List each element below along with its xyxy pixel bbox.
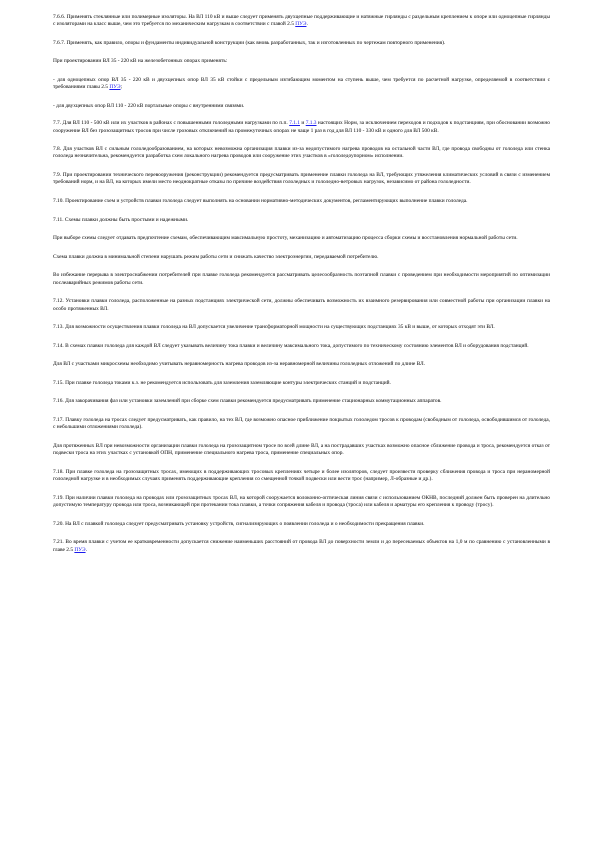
- paragraph-14: [53, 298, 550, 313]
- paragraph-text: и: [299, 120, 306, 127]
- paragraph-text: 7.9. При проектировании технического перевооружения (реконструкции) рекомендуется предусматривать применение плавки гололеда на ВЛ, требующих утяжеления климатических условий в связи с изменением требований норм, и на ВЛ, на которых имели место неоднократные отказы по причине воздействия гололедных и гололедно-ветровых нагрузок, независимо от района гололедности.: [53, 172, 550, 186]
- paragraph-25: [53, 539, 550, 554]
- paragraph-text: Схема плавки должна в минимальной степени нарушать режим работы сети и снижать качество электроэнергии, передаваемой потребителю.: [53, 253, 379, 260]
- paragraph-text: Для ВЛ с участками микросхемы необходимо учитывать неравномерность нагрева проводов из-за неравномерной величины гололедных отложений по длине ВЛ.: [53, 361, 425, 368]
- paragraph-text: 7.12. Установки плавки гололеда, расположенные на разных подстанциях электрической сети, должны обеспечивать возможность их взаимного резервирования или совместной работы при организации плавки на особо протяженных ВЛ.: [53, 298, 550, 312]
- document-link[interactable]: ПУЭ: [74, 546, 86, 553]
- paragraph-24: [53, 521, 550, 528]
- paragraph-10: [53, 217, 550, 224]
- paragraph-text: 7.17. Плавку гололеда на тросах следует предусматривать, как правило, на тех ВЛ, где возможно опасное приближение покрытых гололедом тросов к проводам (свободным от гололеда, освободившимся от гололеда, с небольшими отложениями гололеда).: [53, 417, 550, 431]
- document-link[interactable]: 7.1.1: [289, 120, 300, 127]
- paragraph-17: [53, 361, 550, 368]
- paragraph-text: При выборе схемы следует отдавать предпочтение схемам, обеспечивающим максимальную простоту, механизацию и автоматизацию процесса сборки схемы и восстановления нормальной работы сети.: [53, 235, 518, 242]
- paragraph-2: [53, 40, 550, 47]
- paragraph-text: .: [85, 546, 87, 553]
- paragraph-22: [53, 469, 550, 484]
- paragraph-6: [53, 120, 550, 135]
- paragraph-text: 7.6.7. Применять, как правило, опоры и фундаменты индивидуальной конструкции (как вновь разработанных, так и изготовленных по чертежам повторного применения).: [53, 39, 446, 46]
- paragraph-text: .: [306, 21, 308, 28]
- paragraph-1: [53, 14, 550, 29]
- paragraph-text: 7.19. При наличии плавки гололеда на проводах или грозозащитных тросах ВЛ, на которой сооружается волоконно-оптическая линия связи с использованием ОКНВ, последний должен быть проверен на длительно допустимую температуру провода или троса, возникающей при протекании тока плавки, а точки сопряжения кабеля и провода (троса) или кабеля и арматуры его крепления к проводу (тросу).: [53, 494, 550, 509]
- paragraph-text: 7.6.6. Применять стеклянные или полимерные изоляторы. На ВЛ 110 кВ и выше следует применять двухцепные поддерживающие и натяжные гирлянды с раздельным креплением к опоре или одноцепные гирлянды с изоляторами на класс выше, чем это требуется по механическим нагрузкам в соответствии с главой 2.5: [53, 14, 550, 28]
- paragraph-15: [53, 324, 550, 331]
- paragraph-11: [53, 235, 550, 242]
- paragraph-text: - для одноцепных опор ВЛ 35 - 220 кВ и двухцепных опор ВЛ 35 кВ стойки с предельным изгибающим моментом на ступень выше, чем требуется по расчетной нагрузке, определяемой в соответствии с требованиями главы 2.5: [53, 77, 550, 91]
- paragraph-text: - для двухцепных опор ВЛ 110 - 220 кВ портальные опоры с внутренними связями.: [53, 102, 245, 109]
- paragraph-text: 7.13. Для возможности осуществления плавки гололеда на ВЛ допускается увеличение трансформаторной мощности на существующих подстанциях 35 кВ и выше, от которых отходят эти ВЛ.: [53, 324, 495, 331]
- paragraph-5: [53, 103, 550, 110]
- paragraph-text: Для протяженных ВЛ при невозможности организации плавки гололеда на грозозащитном тросе по всей длине ВЛ, а на пострадавших участках возможно опасное сближение провода и троса, рекомендуется отказ от подвески троса на этих участках с установкой ОПН, применение специального нагрева троса, применение специальных опор.: [53, 442, 550, 457]
- paragraph-3: [53, 58, 550, 65]
- paragraph-7: [53, 146, 550, 161]
- document-link[interactable]: ПУЭ: [109, 84, 121, 91]
- paragraph-text: 7.21. Во время плавки с учетом ее кратковременности допускается снижение наименьших расстояний от провода ВЛ до поверхности земли и до пересекаемых объектов на 1,0 м по сравнению с установленными в главе 2.5: [53, 539, 550, 553]
- paragraph-text: 7.11. Схемы плавки должны быть простыми и надежными.: [53, 216, 189, 223]
- paragraph-8: [53, 172, 550, 187]
- paragraph-text: 7.16. Для закорачивания фаз или установки заземлений при сборке схем плавки рекомендуется предусматривать применение стационарных коммутационных аппаратов.: [53, 398, 442, 405]
- paragraph-text: 7.10. Проектирование схем и устройств плавки гололеда следует выполнять на основании нормативно-методических документов, регламентирующих выполнение плавки гололеда.: [53, 197, 468, 204]
- paragraph-13: [53, 272, 550, 287]
- paragraph-text: настоящих Норм, за исключением переходов и подходов к подстанциям, при обосновании возможно сооружение ВЛ без грозозащитных тросов при числе грозовых отключений на промежуточных опорах не чаще 1 раз в год для ВЛ 110 - 330 кВ и одного для ВЛ 500 кВ.: [53, 120, 550, 134]
- paragraph-text: 7.15. При плавке гололеда токами к.з. не рекомендуется использовать для заземления заземляющие контуры электрических станций и подстанций.: [53, 379, 391, 386]
- document-link[interactable]: 7.1.3: [305, 120, 317, 127]
- paragraph-21: [53, 443, 550, 458]
- paragraph-text: 7.7. Для ВЛ 110 - 500 кВ или их участков в районах с повышенными гололедными нагрузками по п.п.: [53, 120, 290, 127]
- paragraph-18: [53, 380, 550, 387]
- paragraph-20: [53, 417, 550, 432]
- paragraph-9: [53, 198, 550, 205]
- document-link[interactable]: ПУЭ: [295, 21, 307, 28]
- paragraph-text: 7.20. На ВЛ с плавкой гололеда следует предусматривать установку устройств, сигнализирующих о появлении гололеда и о необходимости прекращения плавки.: [53, 520, 425, 527]
- document-page: [53, 14, 550, 565]
- paragraph-text: 7.14. В схемах плавки гололеда для каждой ВЛ следует указывать величину тока плавки и величину максимального тока, допустимого по техническому состоянию элементов ВЛ и оборудования подстанций.: [53, 342, 529, 349]
- paragraph-16: [53, 343, 550, 350]
- paragraph-23: [53, 495, 550, 510]
- paragraph-19: [53, 398, 550, 405]
- paragraph-text: ;: [120, 84, 123, 91]
- paragraph-text: При проектировании ВЛ 35 - 220 кВ на железобетонных опорах применять:: [53, 58, 228, 65]
- paragraph-text: 7.8. Для участков ВЛ с сильным гололедообразованием, на которых невозможна организация плавки из-за недопустимого нагрева проводов на остальной части ВЛ, где провода свободны от гололеда или стенка гололеда незначительна, рекомендуется разработка схем локального нагрева проводов или сооружение этих участков в «гололедоупорном» исполнении.: [53, 146, 550, 160]
- paragraph-4: [53, 77, 550, 92]
- paragraph-12: [53, 254, 550, 261]
- paragraph-text: 7.18. При плавке гололеда на грозозащитных тросах, имеющих в поддерживающих тросовых креплениях четыре и более изоляторов, следует произвести проверку сближения провода и троса при нераномерной гололедной нагрузке и в необходимых случаях применять поддерживающие крепления со смещенной точкой подвески или вести трос (например, Л-образные и др.).: [53, 468, 550, 483]
- paragraph-text: Во избежание перерыва в электроснабжении потребителей при плавке гололеда рекомендуется рассматривать целесообразность поэтапной плавки с проведением при необходимости мероприятий по оптимизации послеаварийных режимов работы сети.: [53, 272, 550, 286]
